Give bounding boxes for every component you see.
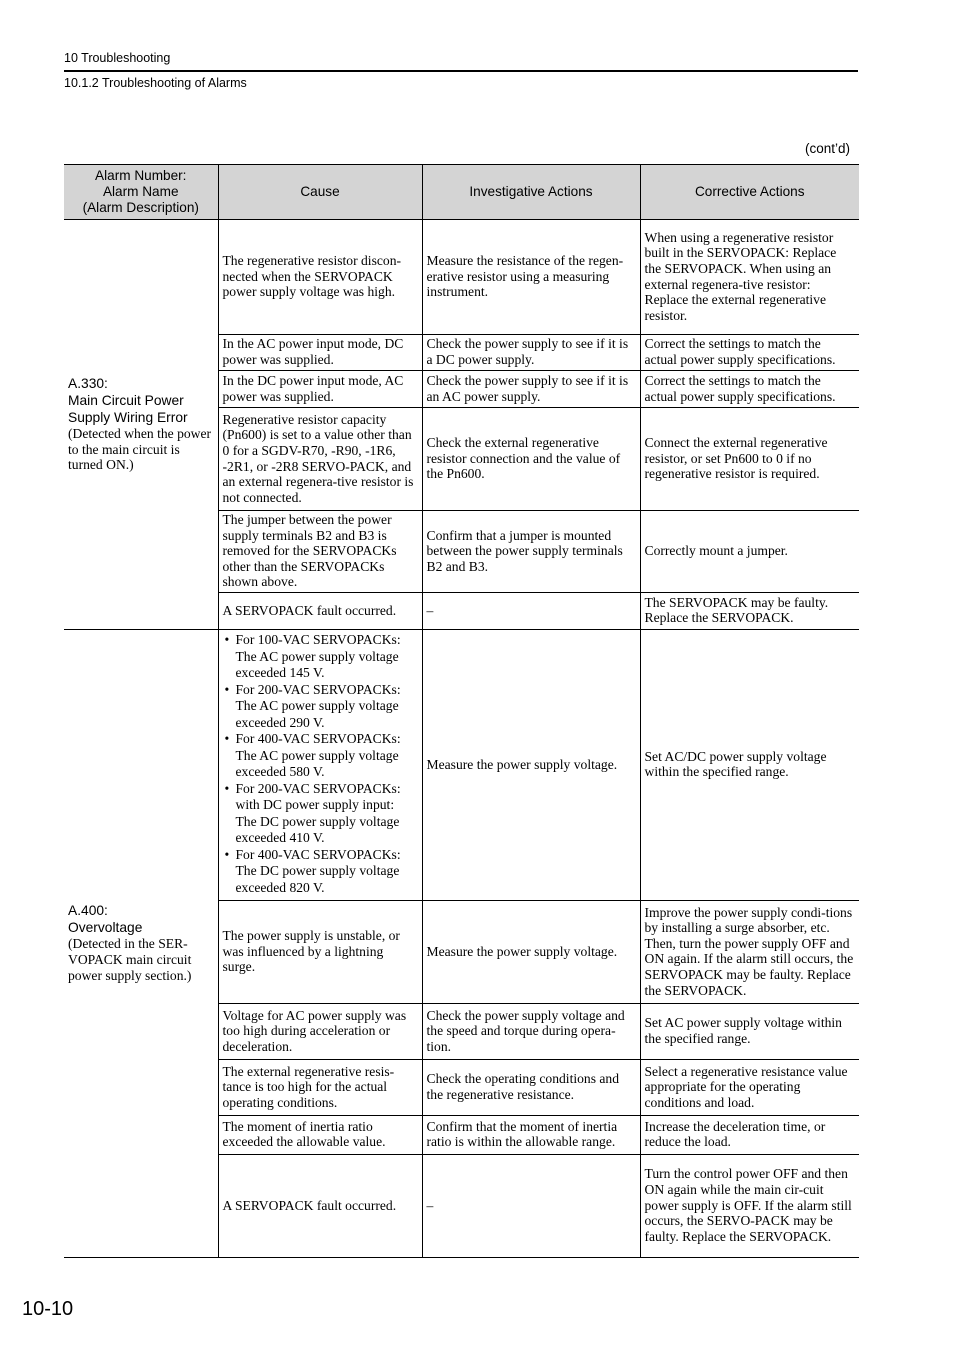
cause-cell: In the DC power input mode, AC power was supplied. bbox=[218, 371, 422, 408]
cause-cell: The moment of inertia ratio exceeded the allowable value. bbox=[218, 1115, 422, 1154]
correct-cell: Improve the power supply condi-tions by installing a surge absorber, etc. Then, turn the power supply OFF and ON again. If the alarm still occurs, the SERVOPACK may be faulty. Replace the SERVOPACK. bbox=[640, 900, 859, 1003]
alarm-description: (Detected when the power to the main circuit is turned ON.) bbox=[68, 425, 212, 473]
cause-cell: A SERVOPACK fault occurred. bbox=[218, 592, 422, 629]
cause-cell bbox=[218, 629, 422, 900]
alarm-cell-a330 bbox=[64, 220, 218, 630]
investigate-cell: Check the power supply to see if it is a DC power supply. bbox=[422, 335, 640, 371]
correct-cell: Correct the settings to match the actual power supply specifications. bbox=[640, 335, 859, 371]
correct-cell: Correctly mount a jumper. bbox=[640, 511, 859, 593]
cause-cell: The regenerative resistor discon-nected when the SERVOPACK power supply voltage was high. bbox=[218, 220, 422, 335]
investigate-cell: Confirm that the moment of inertia ratio is within the allowable range. bbox=[422, 1115, 640, 1154]
column-header-investigative-actions: Investigative Actions bbox=[422, 165, 640, 220]
correct-cell: Select a regenerative resistance value appropriate for the operating conditions and load. bbox=[640, 1059, 859, 1115]
alarm-name: Overvoltage bbox=[68, 920, 143, 936]
running-head bbox=[64, 50, 858, 91]
list-item: • For 100-VAC SERVOPACKs: The AC power supply voltage exceeded 145 V. bbox=[223, 632, 418, 682]
table-header-row bbox=[64, 165, 859, 220]
column-header-corrective-actions: Corrective Actions bbox=[640, 165, 859, 220]
alarm-table bbox=[64, 164, 859, 1258]
alarm-code: A.400: bbox=[68, 903, 108, 919]
correct-cell: When using a regenerative resistor built in the SERVOPACK: Replace the SERVOPACK. When using an external regenera-tive resistor: Replace the external regenerative resistor. bbox=[640, 220, 859, 335]
cause-bullet-list bbox=[223, 632, 418, 896]
investigate-cell: Measure the power supply voltage. bbox=[422, 629, 640, 900]
investigate-cell: Confirm that a jumper is mounted between the power supply terminals B2 and B3. bbox=[422, 511, 640, 593]
cause-cell: Regenerative resistor capacity (Pn600) is set to a value other than 0 for a SGDV-R70, -R90, -1R6, -2R1, or -2R8 SERVO-PACK, and an external regenera-tive resistor is not connected. bbox=[218, 408, 422, 511]
cause-cell: The jumper between the power supply terminals B2 and B3 is removed for the SERVOPACKs other than the SERVOPACKs shown above. bbox=[218, 511, 422, 593]
table-row bbox=[64, 220, 859, 335]
header-rule bbox=[64, 70, 858, 72]
section-title: 10.1.2 Troubleshooting of Alarms bbox=[64, 76, 247, 90]
alarm-name: Main Circuit Power bbox=[68, 392, 184, 408]
investigate-cell: Check the operating conditions and the regenerative resistance. bbox=[422, 1059, 640, 1115]
correct-cell: Set AC/DC power supply voltage within the specified range. bbox=[640, 629, 859, 900]
investigate-cell: – bbox=[422, 592, 640, 629]
investigate-cell: Check the power supply to see if it is an AC power supply. bbox=[422, 371, 640, 408]
investigate-cell: Check the external regenerative resistor connection and the value of the Pn600. bbox=[422, 408, 640, 511]
correct-cell: Correct the settings to match the actual power supply specifications. bbox=[640, 371, 859, 408]
list-item: • For 200-VAC SERVOPACKs: with DC power supply input: The DC power supply voltage exceeded 410 V. bbox=[223, 781, 418, 847]
page-number: 10-10 bbox=[22, 1298, 74, 1320]
cause-cell: In the AC power input mode, DC power was supplied. bbox=[218, 335, 422, 371]
investigate-cell: Check the power supply voltage and the speed and torque during opera-tion. bbox=[422, 1003, 640, 1059]
column-header-cause: Cause bbox=[218, 165, 422, 220]
cause-cell: The power supply is unstable, or was influenced by a lightning surge. bbox=[218, 900, 422, 1003]
correct-cell: Turn the control power OFF and then ON again while the main cir-cuit power supply is OFF. If the alarm still occurs, the SERVO-PACK may be faulty. Replace the SERVOPACK. bbox=[640, 1154, 859, 1257]
alarm-description: (Detected in the SER-VOPACK main circuit power supply section.) bbox=[68, 936, 192, 983]
cause-cell: Voltage for AC power supply was too high during acceleration or deceleration. bbox=[218, 1003, 422, 1059]
chapter-title: 10 Troubleshooting bbox=[64, 51, 171, 65]
investigate-cell: – bbox=[422, 1154, 640, 1257]
cause-cell: A SERVOPACK fault occurred. bbox=[218, 1154, 422, 1257]
table-row bbox=[64, 629, 859, 900]
investigate-cell: Measure the power supply voltage. bbox=[422, 900, 640, 1003]
list-item: • For 400-VAC SERVOPACKs: The DC power supply voltage exceeded 820 V. bbox=[223, 847, 418, 897]
list-item: • For 200-VAC SERVOPACKs: The AC power supply voltage exceeded 290 V. bbox=[223, 682, 418, 732]
alarm-name: Supply Wiring Error bbox=[68, 409, 188, 425]
list-item: • For 400-VAC SERVOPACKs: The AC power supply voltage exceeded 580 V. bbox=[223, 731, 418, 781]
correct-cell: Set AC power supply voltage within the specified range. bbox=[640, 1003, 859, 1059]
correct-cell: Increase the deceleration time, or reduce the load. bbox=[640, 1115, 859, 1154]
correct-cell: Connect the external regenerative resistor, or set Pn600 to 0 if no regenerative resistor is required. bbox=[640, 408, 859, 511]
alarm-code: A.330: bbox=[68, 375, 108, 391]
column-header-alarm: Alarm Number: Alarm Name (Alarm Description) bbox=[64, 165, 218, 220]
correct-cell: The SERVOPACK may be faulty. Replace the SERVOPACK. bbox=[640, 592, 859, 629]
continued-label: (cont’d) bbox=[804, 141, 850, 156]
alarm-cell-a400 bbox=[64, 629, 218, 1257]
investigate-cell: Measure the resistance of the regen-erative resistor using a measuring instrument. bbox=[422, 220, 640, 335]
cause-cell: The external regenerative resis-tance is too high for the actual operating conditions. bbox=[218, 1059, 422, 1115]
